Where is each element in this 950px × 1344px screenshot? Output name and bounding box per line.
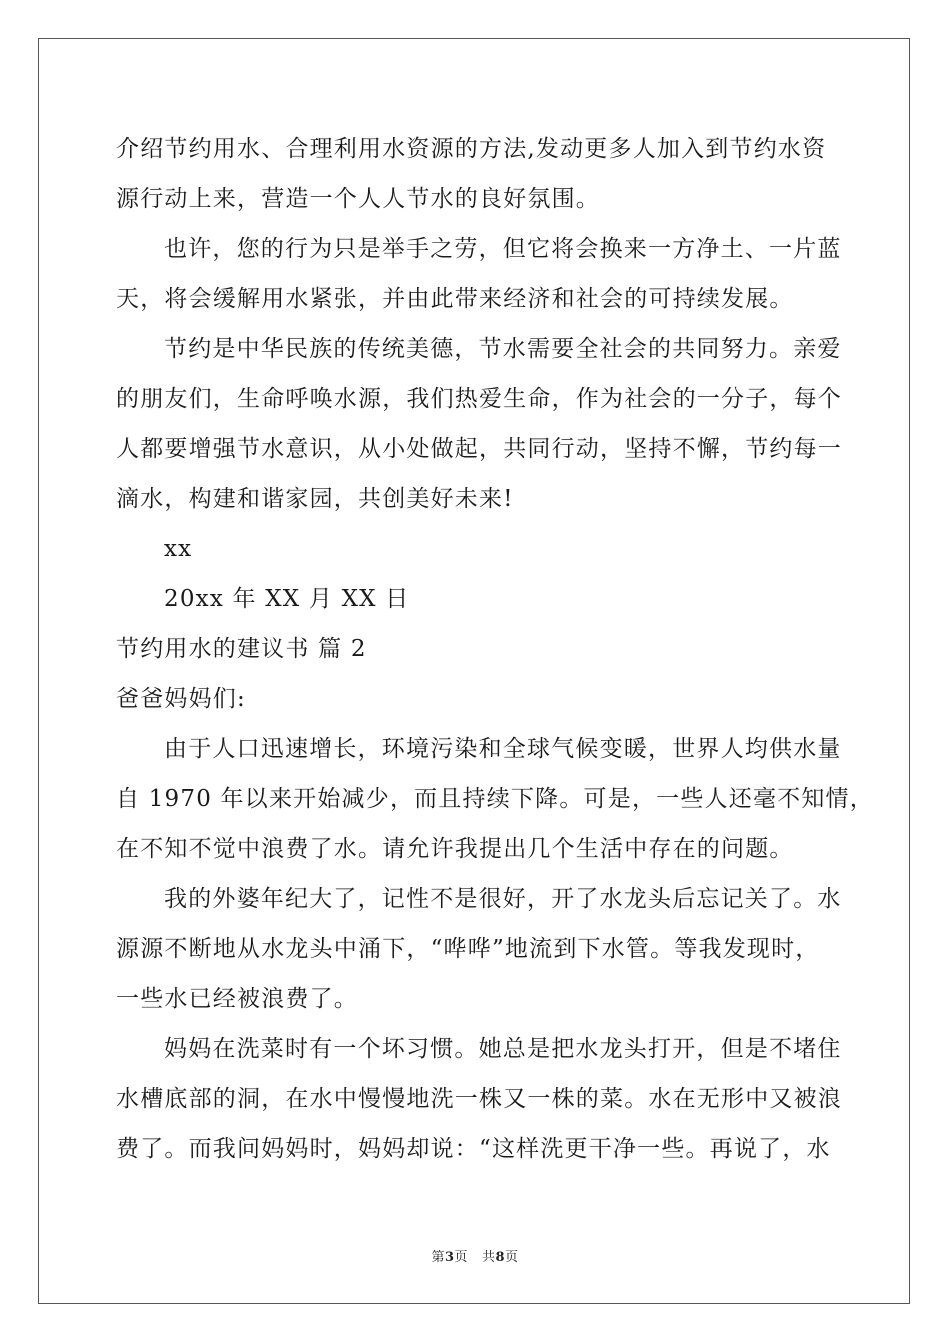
- total-suffix: 页: [505, 1250, 519, 1265]
- text-line: 在不知不觉中浪费了水。请允许我提出几个生活中存在的问题。: [116, 836, 794, 862]
- text-line: 源行动上来，营造一个人人节水的良好氛围。: [116, 186, 600, 212]
- signature-date: 20xx 年 XX 月 XX 日: [164, 586, 410, 612]
- signature-name: xx: [164, 536, 193, 562]
- text-line: 滴水，构建和谐家园，共创美好未来!: [116, 486, 514, 512]
- document-body: [116, 124, 874, 1174]
- text-line: 的朋友们，生命呼唤水源，我们热爱生命，作为社会的一分子，每个: [116, 386, 842, 412]
- text-line: 人都要增强节水意识，从小处做起，共同行动，坚持不懈，节约每一: [116, 436, 842, 462]
- text-line: 节约是中华民族的传统美德，节水需要全社会的共同努力。亲爱: [164, 336, 842, 362]
- section-heading: 节约用水的建议书 篇 2: [116, 636, 367, 662]
- text-line: 也许，您的行为只是举手之劳，但它将会换来一方净土、一片蓝: [164, 236, 842, 262]
- text-line: 我的外婆年纪大了，记性不是很好，开了水龙头后忘记关了。水: [164, 886, 842, 912]
- page-footer: [0, 1246, 950, 1265]
- total-pages-number: 8: [495, 1250, 506, 1265]
- page-suffix: 页: [454, 1250, 469, 1265]
- page-prefix: 第: [431, 1250, 445, 1265]
- text-line: 自 1970 年以来开始减少，而且持续下降。可是，一些人还毫不知情，: [116, 786, 874, 812]
- text-line: 介绍节约用水、合理利用水资源的方法,发动更多人加入到节约水资: [116, 136, 827, 162]
- salutation: 爸爸妈妈们:: [116, 686, 246, 712]
- text-line: 一些水已经被浪费了。: [116, 986, 358, 1012]
- current-page-number: 3: [444, 1250, 455, 1265]
- text-line: 水槽底部的洞，在水中慢慢地洗一株又一株的菜。水在无形中又被浪: [116, 1086, 842, 1112]
- text-line: 由于人口迅速增长，环境污染和全球气候变暖，世界人均供水量: [164, 736, 842, 762]
- text-line: 妈妈在洗菜时有一个坏习惯。她总是把水龙头打开，但是不堵住: [164, 1036, 842, 1062]
- text-line: 源源不断地从水龙头中涌下，“哗哗”地流到下水管。等我发现时，: [116, 936, 820, 962]
- text-line: 费了。而我问妈妈时，妈妈却说：“这样洗更干净一些。再说了，水: [116, 1136, 831, 1162]
- text-line: 天，将会缓解用水紧张，并由此带来经济和社会的可持续发展。: [116, 286, 794, 312]
- total-prefix: 共: [481, 1250, 496, 1265]
